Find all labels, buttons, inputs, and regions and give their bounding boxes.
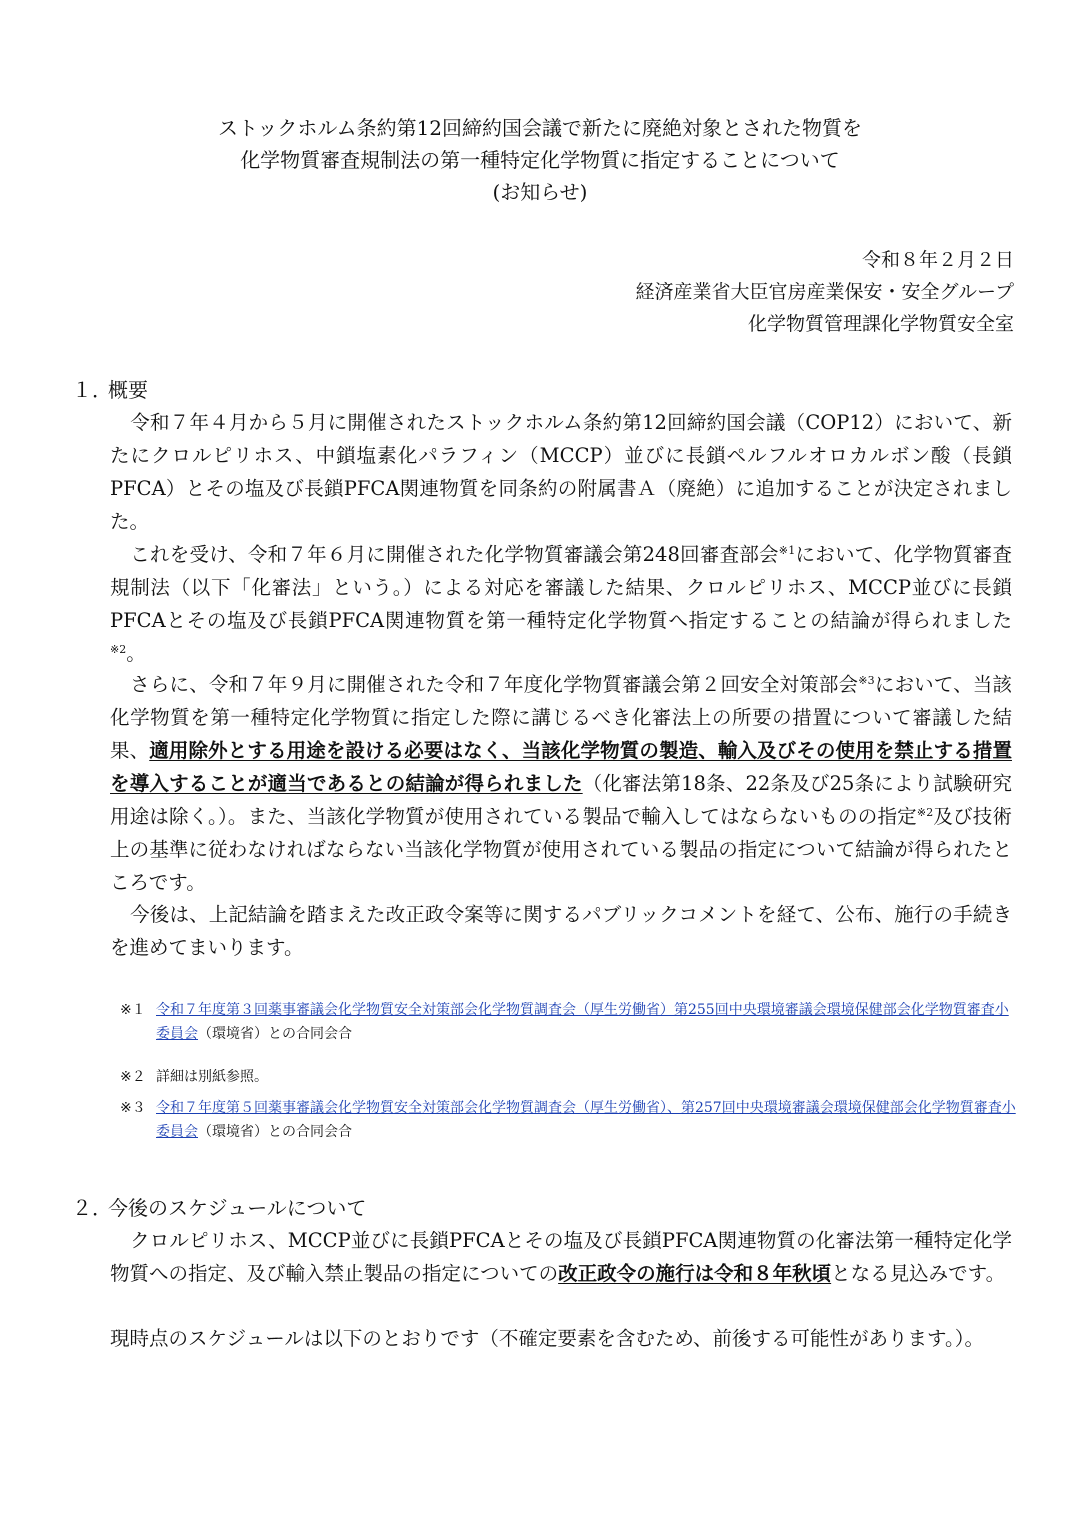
paragraph-text: において、当該化学物質を第一種特定化学物質に指定した際に講じるべき化審法上の所要の措置について審議した結果、 <box>110 673 1012 762</box>
footnote-1-link[interactable]: 令和７年度第３回薬事審議会化学物質安全対策部会化学物質調査会（厚生労働省）第255回中央環境審議会環境保健部会化学物質審査小委員会 <box>156 1002 1009 1042</box>
document-meta <box>636 244 1014 340</box>
paragraph-text: 今後は、上記結論を踏まえた改正政令案等に関するパブリックコメントを経て、公布、施行の手続きを進めてまいります。 <box>110 903 1012 959</box>
issuing-office: 化学物質管理課化学物質安全室 <box>747 313 1014 335</box>
emphasized-schedule: 改正政令の施行は令和８年秋頃 <box>558 1262 832 1285</box>
footnote-mark: ※２ <box>120 1069 146 1085</box>
document-title <box>60 112 1020 208</box>
section-2-number: ２． <box>72 1196 112 1220</box>
paragraph-text: 現時点のスケジュールは以下のとおりです（不確定要素を含むため、前後する可能性があります。）。 <box>110 1327 984 1350</box>
footnote-text: （環境省）との合同会合 <box>198 1026 352 1042</box>
footnote-text: （環境省）との合同会合 <box>198 1124 352 1140</box>
footnote-text: 詳細は別紙参照。 <box>156 1069 268 1085</box>
title-line-2: 化学物質審査規制法の第一種特定化学物質に指定することについて <box>240 148 840 172</box>
paragraph-text: これを受け、令和７年６月に開催された化学物質審議会第248回審査部会 <box>130 543 779 566</box>
paragraph-text: クロルピリホス、MCCP並びに長鎖PFCAとその塩及び長鎖PFCA関連物質の化審法第一種特定化学物質への指定、及び輸入禁止製品の指定についての <box>110 1229 1012 1285</box>
section-2-title: 今後のスケジュールについて <box>108 1196 367 1220</box>
section-2-heading <box>72 1194 366 1222</box>
footnote-mark: ※３ <box>120 1100 146 1116</box>
footnote-ref: ※3 <box>858 674 875 687</box>
paragraph-text: 及び技術上の基準に従わなければならない当該化学物質が使用されている製品の指定について結論が得られたところです。 <box>110 805 1012 894</box>
section-1-number: １． <box>72 378 112 402</box>
footnote-3-link[interactable]: 令和７年度第５回薬事審議会化学物質安全対策部会化学物質調査会（厚生労働省）、第257回中央環境審議会環境保健部会化学物質審査小委員会 <box>156 1100 1016 1140</box>
issue-date: 令和８年２月２日 <box>861 249 1014 271</box>
section-2-paragraph-1 <box>110 1224 1012 1290</box>
section-1-heading <box>72 376 148 404</box>
footnote-2 <box>120 1065 1020 1089</box>
section-1-paragraph-3 <box>110 668 1012 899</box>
section-1-paragraph-1 <box>110 406 1012 538</box>
footnote-1 <box>120 998 1020 1046</box>
paragraph-text: となる見込みです。 <box>831 1262 1006 1285</box>
emphasized-conclusion: 適用除外とする用途を設ける必要はなく、当該化学物質の製造、輸入及びその使用を禁止する措置を導入することが適当であるとの結論が得られました <box>110 739 1012 795</box>
section-1-paragraph-4 <box>110 898 1012 964</box>
issuing-organization: 経済産業省大臣官房産業保安・安全グループ <box>635 281 1014 303</box>
section-1-title: 概要 <box>108 378 148 402</box>
footnote-ref: ※1 <box>778 544 796 557</box>
paragraph-text: 令和７年４月から５月に開催されたストックホルム条約第12回締約国会議（COP12）において、新たにクロルピリホス、中鎖塩素化パラフィン（MCCP）並びに長鎖ペルフルオロカルボン酸（長鎖PFCA）とその塩及び長鎖PFCA関連物質を同条約の附属書Ａ（廃絶）に追加することが決定されました。 <box>110 411 1012 533</box>
section-2-paragraph-2 <box>110 1322 1012 1355</box>
footnote-mark: ※１ <box>120 1002 146 1018</box>
footnote-ref: ※2 <box>916 806 934 819</box>
footnote-3 <box>120 1096 1020 1144</box>
paragraph-text: （化審法第18条、22条及び25条により試験研究用途は除く。）。また、当該化学物質が使用されている製品で輸入してはならないものの指定 <box>110 772 1012 828</box>
paragraph-text: さらに、令和７年９月に開催された令和７年度化学物質審議会第２回安全対策部会 <box>130 673 859 696</box>
paragraph-text: において、化学物質審査規制法（以下「化審法」という。）による対応を審議した結果、クロルピリホス、MCCP並びに長鎖PFCAとその塩及び長鎖PFCA関連物質を第一種特定化学物質へ指定することの結論が得られました <box>110 543 1012 632</box>
title-line-1: ストックホルム条約第12回締約国会議で新たに廃絶対象とされた物質を <box>217 116 863 140</box>
title-line-3: (お知らせ) <box>492 180 588 204</box>
paragraph-text: 。 <box>126 642 146 665</box>
footnote-ref: ※2 <box>110 643 127 656</box>
section-1-paragraph-2 <box>110 538 1012 670</box>
